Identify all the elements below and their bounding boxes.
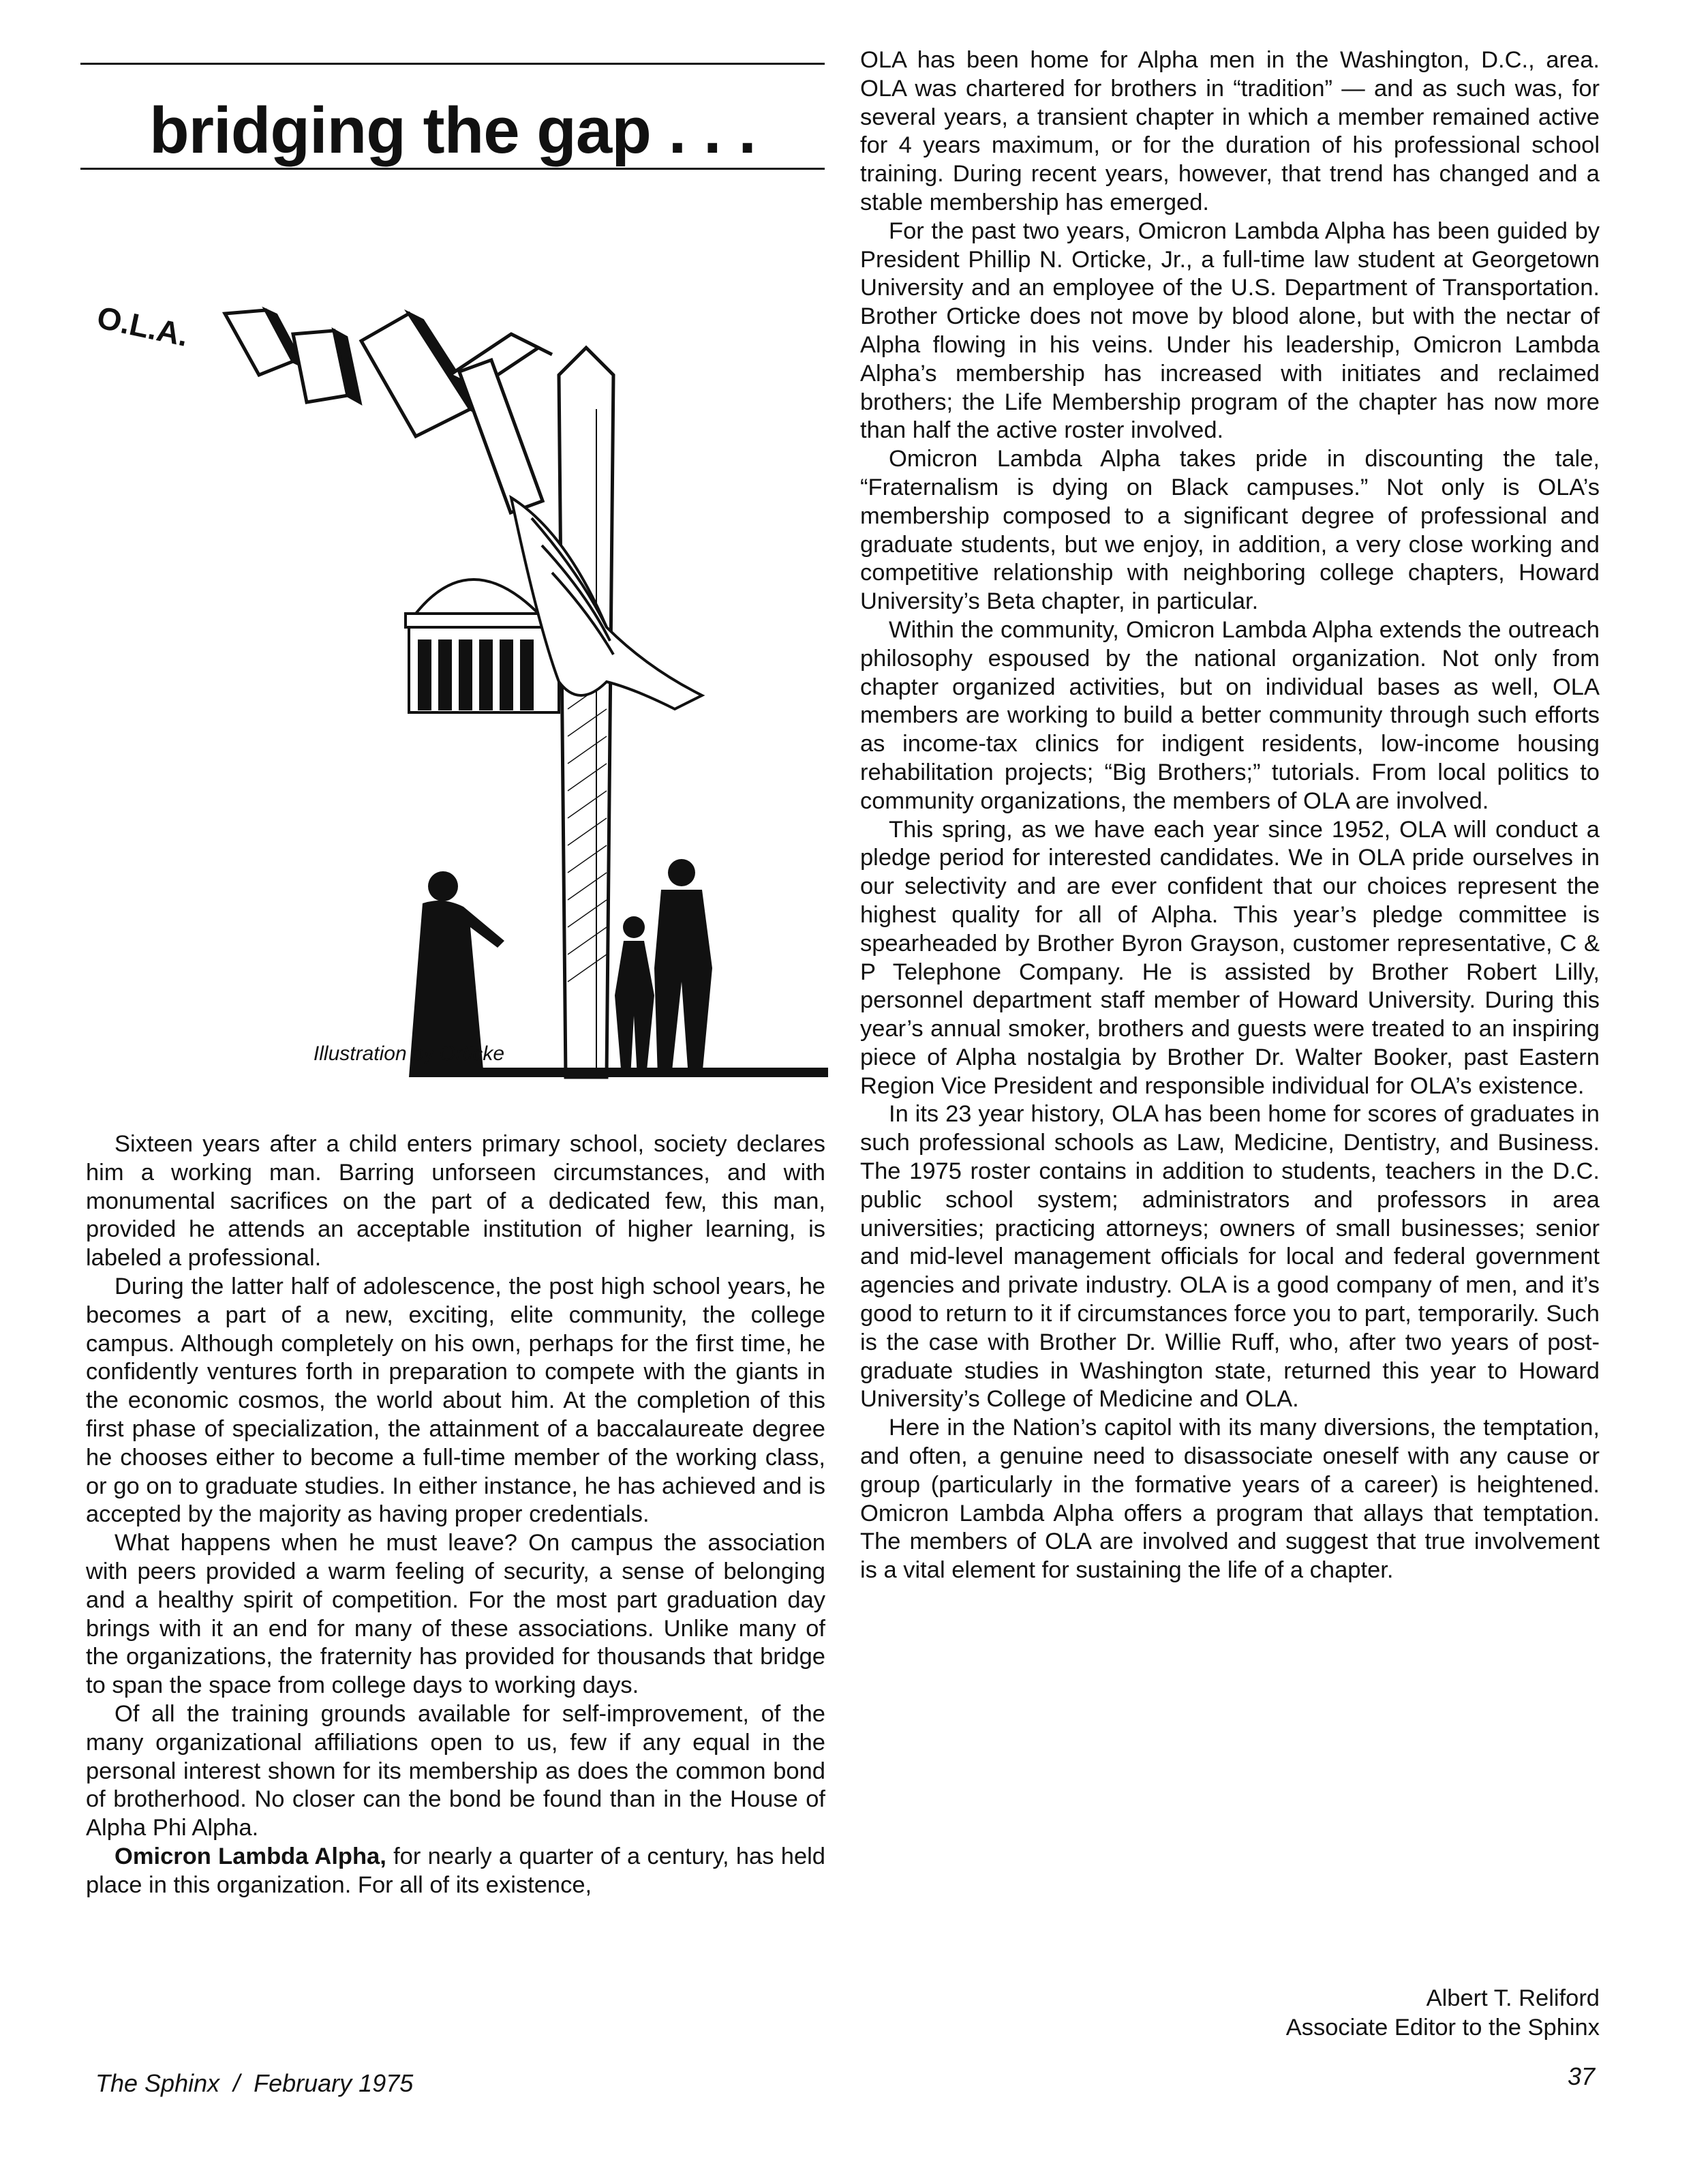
paragraph: During the latter half of adolescence, the post high school years, he becomes a part of a new, exciting, elite community, the college campus. Although completely on his own, perhaps for the first time, he confidently ventures forth in preparation to compete with the giants in the economic cosmos, the world about him. At the completion of this first phase of specialization, the attainment of a baccalaureate degree he chooses either to become a full-time member of the working class, or go on to graduate studies. In either instance, he has achieved and is accepted by the majority as having proper credentials. (86, 1273, 825, 1528)
washington-monument (559, 348, 613, 1077)
paragraph: Sixteen years after a child enters primary school, society declares him a working man. Barring unforseen circumstances, and with monumental sacrifices on the part of a dedicated few, this man, provided he attends an acceptable institution of higher learning, is labeled a professional. (86, 1131, 825, 1271)
left-column (86, 1130, 825, 1900)
paragraph: Here in the Nation’s capitol with its many diversions, the temptation, and often, a genuine need to disassociate oneself with any cause or group (particularly in the formative years of a career) is heightened. Omicron Lambda Alpha offers a program that allays that temptation. The members of OLA are involved and suggest that true involvement is a vital element for sustaining the life of a chapter. (860, 1415, 1600, 1584)
svg-text:O.L.A.: O.L.A. (93, 299, 192, 353)
ola-alpha-phi-alpha-lettering (94, 299, 552, 513)
paragraph (86, 1843, 825, 1900)
illustration (89, 273, 828, 1087)
paragraph: Omicron Lambda Alpha takes pride in discounting the tale, “Fraternalism is dying on Black campuses.” Not only is OLA’s membership composed to a significant degree of professional and graduate students, but we enjoy, in addition, a very close working and competitive relationship with neighboring college chapters, Howard University’s Beta chapter, in particular. (860, 446, 1600, 615)
paragraph-continuation: for nearly a quarter of a century, has held place in this organization. For all of its existence, (86, 1843, 825, 1898)
paragraph: In its 23 year history, OLA has been home for scores of graduates in such professional schools as Law, Medicine, Dentistry, and Business. The 1975 roster contains in addition to students, teachers in the D.C. public school system; administrators and professors in area universities; practicing attorneys; owners of small businesses; senior and mid-level management officials for local and federal government agencies and private industry. OLA is a good company of men, and it’s good to return to it if circumstances force you to part, temporarily. Such is the case with Brother Dr. Willie Ruff, who, after two years of post-graduate studies in Washington state, returned this year to Howard University’s College of Medicine and OLA. (860, 1101, 1600, 1413)
publication-footer: The Sphinx / February 1975 (95, 2069, 414, 2097)
paragraph: For the past two years, Omicron Lambda Alpha has been guided by President Phillip N. Orticke, Jr., a full-time law student at Georgetown University and an employee of the U.S. Department of Transportation. Brother Orticke does not move by blood alone, but with the nectar of Alpha flowing in his veins. Under his leadership, Omicron Lambda Alpha’s membership has increased with initiates and reclaimed brothers; the Life Membership program of the chapter has now more than half the active roster involved. (860, 217, 1600, 444)
page-number: 37 (1567, 2062, 1595, 2090)
right-column (860, 46, 1600, 1585)
ground-bar (443, 1068, 828, 1077)
paragraph: This spring, as we have each year since 1952, OLA will conduct a pledge period for interested candidates. We in OLA pride ourselves in our selectivity and are ever confident that our choices represent the highest quality for all of Alpha. This year’s pledge committee is spearheaded by Brother Byron Grayson, customer representative, C & P Telephone Company. He is assisted by Brother Robert Lilly, personnel department staff member of Howard University. During this year’s annual smoker, brothers and guests were treated to an inspiring piece of Alpha nostalgia by Brother Dr. Walter Booker, past Eastern Region Vice President and responsible individual for OLA’s existence. (860, 816, 1600, 1099)
title-rule-top (80, 63, 825, 65)
paragraph: Within the community, Omicron Lambda Alpha extends the outreach philosophy espoused by the national organization. Not only from chapter organized activities, but on individual bases as well, OLA members are working to build a better community through such efforts as income-tax clinics for indigent residents, low-income housing rehabilitation projects; “Big Brothers;” tutorials. From local politics to community organizations, the members of OLA are involved. (860, 616, 1600, 814)
illustration-caption: Illustration by Orticke (313, 1042, 504, 1065)
title-rule-bottom (80, 168, 825, 170)
author-name: Albert T. Reliford (1426, 1985, 1600, 2011)
paragraph: What happens when he must leave? On campus the association with peers provided a warm feeling of security, a sense of belonging and a healthy spirit of competition. For the most part graduation day brings with it an end for many of these associations. Unlike many of the organizations, the fraternity has provided for thousands that bridge to span the space from college days to working days. (86, 1530, 825, 1699)
article-title: bridging the gap . . . (149, 94, 756, 167)
paragraph: Of all the training grounds available for self-improvement, of the many organizational affiliations open to us, few if any equal in the personal interest shown for its membership as does the common bond of brotherhood. No closer can the bond be found than in the House of Alpha Phi Alpha. (86, 1700, 825, 1841)
lead-in-bold: Omicron Lambda Alpha, (115, 1843, 386, 1869)
author-title: Associate Editor to the Sphinx (1285, 2015, 1600, 2041)
paragraph: OLA has been home for Alpha men in the Washington, D.C., area. OLA was chartered for brothers in “tradition” — and as such was, for several years, a transient chapter in which a member remained active for 4 years maximum, or for the duration of his professional school training. During recent years, however, that trend has changed and a stable membership has emerged. (860, 47, 1600, 215)
author-signature (860, 1984, 1600, 2043)
